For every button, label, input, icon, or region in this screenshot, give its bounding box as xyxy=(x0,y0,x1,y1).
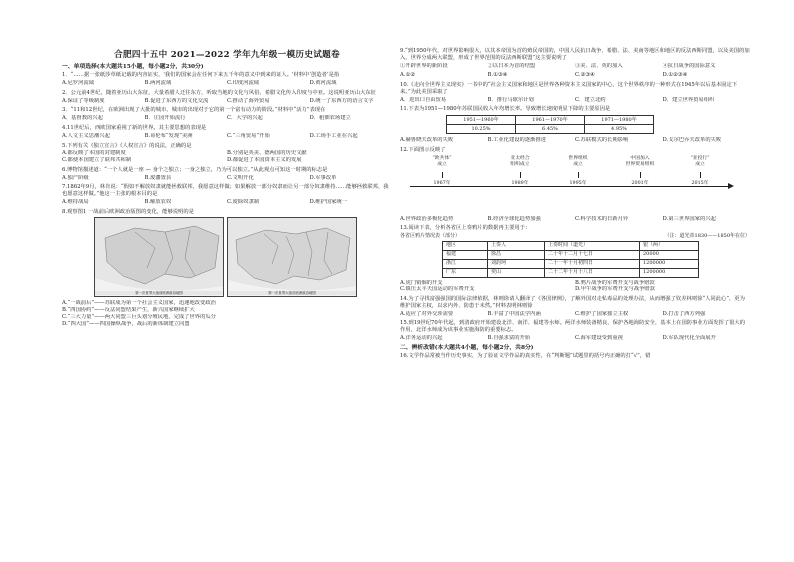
event-tick xyxy=(700,172,701,178)
question-3: 3．“11和12世纪，在欧洲出现了大批的城市，城市的出现对于它的第一个富有动力的阶段。”材料中“活力”表现在 xyxy=(62,107,326,114)
question-7-options xyxy=(62,199,392,206)
question-8: 8.观察图1 一战前后欧洲政治版图的变化，能够说明的是 xyxy=(62,208,194,215)
option[interactable]: D.黄河流域 xyxy=(309,80,337,87)
question-2: 2．公元前4世纪，随着亚历山大东征，大量希腊人迁往东方，听取当地的文化与风俗，希腊文化传入印度与中亚。这说明亚历山大东征 xyxy=(62,89,376,96)
option[interactable]: B.自强求富的开始 xyxy=(487,334,531,341)
option[interactable]: C.都使本国建立了联邦共和制 xyxy=(62,157,132,164)
question-1: 1．“……据一张纸莎草纸记载的内容证实，'我们的国家会在任何下来五千年的意义中到来的证人。'材料中‘创造者’是指 xyxy=(62,72,340,79)
option[interactable]: A.尼罗河流域 xyxy=(62,80,94,87)
event-label: “亚投行” 成立 xyxy=(690,155,710,167)
question-10-options xyxy=(400,97,750,104)
table-row xyxy=(447,125,654,134)
table-header-cell: 1951—1960年 xyxy=(447,116,516,125)
question-11-options xyxy=(400,137,750,144)
statement: ④抗日战争的国际意义 xyxy=(662,62,716,69)
event-label: 亚太经合 组织成立 xyxy=(510,155,530,167)
question-7: 7.1862年9月，林肯说：“假如不解放奴隶就能拯救联邦，我愿意这样做；如果解放一部分奴隶而让另一部分奴隶维持……能够拯救联邦，我也愿意这样做。”他这一主张的根本目的是 xyxy=(62,184,389,198)
option[interactable]: D.统一了东西方的语言文字 xyxy=(309,97,374,104)
income-growth-table xyxy=(446,115,654,134)
right-column xyxy=(400,48,750,562)
table-cell: 浙江 xyxy=(443,259,488,268)
statement: ②以日本为首的结盟 xyxy=(487,62,536,69)
question-2-options xyxy=(62,98,392,105)
table-header-cell: 上奏人 xyxy=(488,241,545,250)
statement: ①开辟世界的新阶段 xyxy=(400,62,448,69)
event-tick xyxy=(640,172,641,178)
option[interactable]: A.适应了对外交涉需要 xyxy=(400,310,454,317)
question-16: 16.文学作品常被当作历史事实，为了验证文学作品的真实性，在“判断题”试题里的括号内正确的打“√”，错 xyxy=(400,353,651,360)
table-cell: 1200000 xyxy=(640,268,699,277)
option[interactable]: C.“三角贸易”开始 xyxy=(227,132,270,139)
timeline-diagram xyxy=(400,156,750,214)
question-6: 6.博物馆描述道：“一个人就是一座 — 身个之独立；一身之独立，乃为可以独立。”从此观点可知这一时期的标志是 xyxy=(62,166,328,173)
map-after-ww1 xyxy=(227,217,357,297)
option[interactable]: B.两河流域 xyxy=(144,80,172,87)
option[interactable]: D．建立世界贸易组织 xyxy=(662,96,715,103)
option[interactable]: A.“一战前后”——苏联成为第一个社会主义国家，迅速地改变政治 xyxy=(62,300,216,307)
option[interactable]: D.军事改革 xyxy=(309,174,337,181)
table-cell: 20000 xyxy=(640,250,699,259)
left-column xyxy=(62,0,392,562)
event-label: 世界组织 成立 xyxy=(568,155,588,167)
option[interactable]: C.海军建设受到重视 xyxy=(575,334,623,341)
table-header-cell: 1971—1980年 xyxy=(585,116,654,125)
option[interactable]: A．基督教的兴起 xyxy=(62,115,103,122)
table-cell: 刘韵珂 xyxy=(488,259,545,268)
option[interactable]: B.分别是英美、德两国的历史文献 xyxy=(227,150,307,157)
table-cell: 奕山 xyxy=(488,268,545,277)
table-cell: 广东 xyxy=(443,268,488,277)
option[interactable]: A.保证了等级制度 xyxy=(62,97,105,104)
table-cell: 福建 xyxy=(443,250,488,259)
option[interactable]: B.“四国协约”——反法同盟结果产生，新兴国家继续扩大 xyxy=(62,307,195,314)
timeline-event xyxy=(492,156,548,187)
question-5: 5.下列有关《独立宣言》《人权宣言》的说法，正确的是 xyxy=(62,142,192,149)
table-header-cell: 银（两） xyxy=(640,241,699,250)
option[interactable]: B.经济全球化趋势加强 xyxy=(487,215,541,222)
event-tick xyxy=(442,172,443,178)
option[interactable]: D．租佃农场建立 xyxy=(309,115,351,122)
option[interactable]: A.洋务运动的兴起 xyxy=(400,334,443,341)
map-after-ww1-graphic xyxy=(228,218,356,296)
option[interactable]: D.第三世界国家的兴起 xyxy=(662,215,716,222)
question-9-statements xyxy=(400,63,750,70)
map-before-ww1-graphic xyxy=(95,218,223,296)
question-13-options xyxy=(400,280,750,294)
option[interactable]: B.工业化建设的逐渐推进 xyxy=(487,137,547,144)
option[interactable]: D.打击了西方列强 xyxy=(662,310,706,317)
option[interactable]: B.解放农奴 xyxy=(144,198,172,205)
option[interactable]: A.人文主义思潮兴起 xyxy=(62,132,110,139)
timeline-event xyxy=(414,156,470,187)
event-year: 1989年 xyxy=(511,180,529,186)
map-after-caption: 第一次世界大战后欧洲政治地图 xyxy=(228,291,356,295)
table-row xyxy=(447,116,654,125)
section-2-heading: 二、辨析改错(本大题共4小题，每小题2分，共8分) xyxy=(400,344,534,351)
option[interactable]: C.废除奴隶制 xyxy=(227,198,260,205)
timeline-event xyxy=(672,156,728,187)
table-header-cell: 上奏时间（道光） xyxy=(545,241,640,250)
event-year: 1967年 xyxy=(433,180,451,186)
table-cell: 4.95% xyxy=(585,125,654,134)
question-14-options xyxy=(400,311,750,318)
event-year: 2001年 xyxy=(631,180,649,186)
question-13: 13.阅读下表，分析各省区上奏鸦片的数据再主要用于： xyxy=(400,225,531,232)
option[interactable]: D.①②③④ xyxy=(662,72,688,79)
option[interactable]: B．推行马歇尔计划 xyxy=(487,96,534,103)
option[interactable]: A.赫鲁晓夫改革的失败 xyxy=(400,137,454,144)
table-caption-right: （注：道光帝1830——1850年在位） xyxy=(664,233,750,240)
option[interactable]: C．大学的兴起 xyxy=(227,115,263,122)
option[interactable]: C.“三大力量”——两大同盟三巨头划分殖民地，完成了世界的瓜分 xyxy=(62,313,216,320)
table-cell: 6.45% xyxy=(516,125,585,134)
table-header-cell: 地区 xyxy=(443,241,488,250)
question-9: 9.“到1950年代，对世界影响很大，以其本帝国为首的殖民帝国的，中国人民抗日战争、希腊、法、美南等地区和地区的反法西斯同盟，以及美国的加入，世界分成两大联盟，形成了世界范围的反法西斯联盟”这主要说明了 xyxy=(400,48,750,61)
option[interactable]: B.哥伦布“发现”美洲 xyxy=(144,132,193,139)
option[interactable]: A.维持战局 xyxy=(62,198,89,205)
event-tick xyxy=(578,172,579,178)
option[interactable]: D.工场手工业在兴起 xyxy=(309,132,358,139)
event-year: 1995年 xyxy=(569,180,587,186)
option[interactable]: A.①② xyxy=(400,72,416,79)
timeline-event xyxy=(612,156,668,187)
event-year: 2015年 xyxy=(691,180,709,186)
event-tick xyxy=(520,172,521,178)
section-1-heading: 一、单项选择(本大题共15小题，每小题2分，共30分) xyxy=(62,64,204,70)
table-cell: 二十年十二月十七日 xyxy=(545,250,640,259)
timeline-arrow-icon xyxy=(728,183,734,189)
question-4-options xyxy=(62,133,392,140)
question-11: 11.下表为1951—1980年苏联国民收入年均增长率。导致增长速度明显下降的主要原因是 xyxy=(400,106,611,113)
option[interactable]: B.①③④ xyxy=(487,72,508,79)
table-cell: 10.25% xyxy=(447,125,516,134)
question-5-options xyxy=(62,150,392,164)
option[interactable]: C.印度河流域 xyxy=(227,80,260,87)
option[interactable]: B.鸦片战争的军费开支与战争赔款 xyxy=(575,279,655,286)
question-6-options xyxy=(62,175,392,182)
table-caption xyxy=(400,233,750,239)
table-row xyxy=(443,241,699,250)
event-label: 中国加入 世界贸易组织 xyxy=(625,155,655,167)
statement: ③美、法、英的加入 xyxy=(575,62,623,69)
table-row xyxy=(443,259,699,268)
question-3-options xyxy=(62,115,392,122)
option[interactable]: C.镇压太平天国运动的军费开支 xyxy=(400,286,475,293)
option[interactable]: B.促进了东西方的文化交流 xyxy=(144,97,209,104)
table-cell: 二十一年十月初四日 xyxy=(545,259,640,268)
option[interactable]: D.戈尔巴乔夫改革的失败 xyxy=(662,137,722,144)
option[interactable]: C.推动了海外贸易 xyxy=(227,97,270,104)
question-4: 4.11世纪后，西欧国家重视了新的世界。其主要思想的表现是 xyxy=(62,125,207,131)
table-row xyxy=(443,268,699,277)
option[interactable]: A．进出口自由贸易 xyxy=(400,96,447,103)
question-1-options xyxy=(62,80,392,87)
option[interactable]: A.虎门销烟的开支 xyxy=(400,279,443,286)
map-before-ww1 xyxy=(94,217,224,297)
option[interactable]: C.维护了国家独立主权 xyxy=(575,310,629,317)
option[interactable]: A.都反映了本国的封建制度 xyxy=(62,150,126,157)
timeline-event xyxy=(550,156,606,187)
opium-table xyxy=(442,241,699,278)
option[interactable]: D.甲午战争的军费开支与战争赔款 xyxy=(575,286,655,293)
table-header-cell: 1961—1970年 xyxy=(516,116,585,125)
table-caption-left: 各省区鸦片情况表（部分） xyxy=(400,233,461,240)
option[interactable]: D.“四大国”——四国操纵战争，战后的新体制建立同盟 xyxy=(62,320,190,327)
question-15-options xyxy=(400,335,750,342)
option[interactable]: C.苏联模式的长期影响 xyxy=(575,137,629,144)
question-12: 12.下面图示反映了 xyxy=(400,146,446,153)
page-title: 合肥四十五中 2021—2022 学年九年级一模历史试题卷 xyxy=(114,50,340,60)
option[interactable]: B.丰富了中国法学内涵 xyxy=(487,310,541,317)
option[interactable]: D.维护国家统一 xyxy=(309,198,348,205)
question-8-options xyxy=(62,300,392,327)
table-cell: 1200000 xyxy=(640,259,699,268)
table-cell: 二十二年十月十八日 xyxy=(545,268,640,277)
question-9-options xyxy=(400,72,750,79)
option[interactable]: D.都促进了本国资本主义的发展 xyxy=(227,157,302,164)
option[interactable]: B．庄园开始流行 xyxy=(144,115,186,122)
event-label: “欧共体” 成立 xyxy=(432,155,452,167)
europe-maps xyxy=(94,217,392,297)
option[interactable]: D.军队现代化全面展开 xyxy=(662,334,716,341)
option[interactable]: B.废藩置县 xyxy=(144,174,172,181)
question-14: 14.为了寻找富强强国的国际法律依据，林则徐请人翻译了《各国律例》，了解外国对走私毒品的处理办法，从而增强了钦差林则徐“人同此心”，更为维护国家主权，以求内外、防患于未然。”材料表明林则徐 xyxy=(400,296,745,309)
table-row xyxy=(443,250,699,259)
option[interactable]: C.文明开化 xyxy=(227,174,254,181)
option[interactable]: A.独产阶级 xyxy=(62,174,89,181)
option[interactable]: C.科学技术的日新月异 xyxy=(575,215,629,222)
map-before-caption: 第一次世界大战前欧洲政治地图 xyxy=(95,291,223,295)
question-15: 15.到19世纪70年代起，到清政府开始建设北洋、南洋、福建等水师。两洋水师装备精良，保护各地海防安全，基本上在国防事业方面发挥了很大的作用，北洋水师成为该事业实施海防的重要标志。 xyxy=(400,320,746,334)
option[interactable]: A.世界政治多极化趋势 xyxy=(400,215,454,222)
question-12-options xyxy=(400,216,750,223)
option[interactable]: C．建立北约 xyxy=(575,96,606,103)
question-10: 10.《走向全世界主义现实》一书中的“社会主义国家和地区是世界各种资本主义国家的中心，这个世界秩序的一种形式在1945年以后基本固定下来。”为此美国采取了 xyxy=(400,82,738,95)
table-cell: 徐昌 xyxy=(488,250,545,259)
option[interactable]: C.②③④ xyxy=(575,72,595,79)
